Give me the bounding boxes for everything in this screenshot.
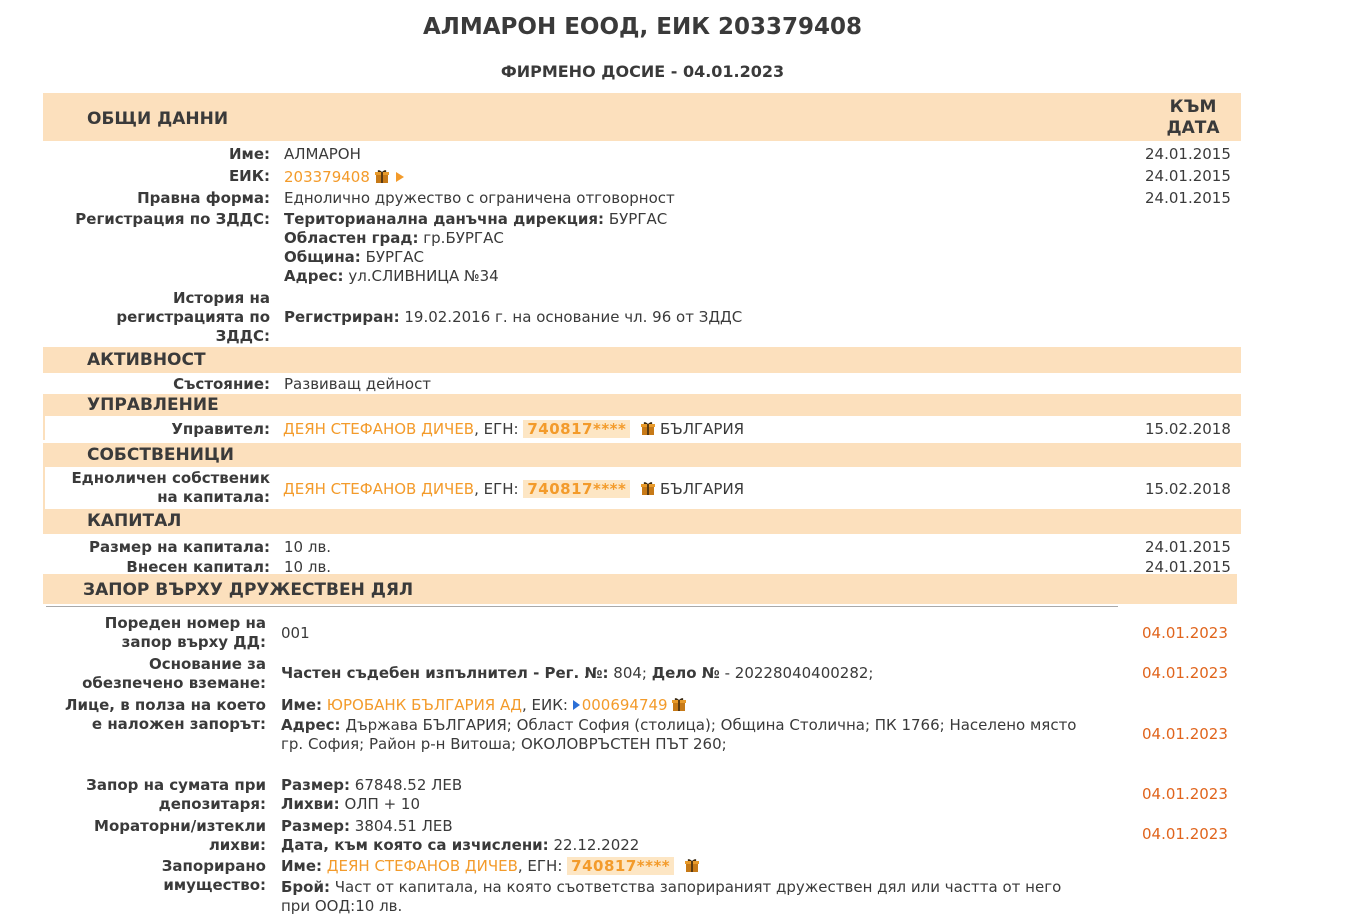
section-divider — [46, 606, 1118, 607]
play-blue-icon[interactable] — [573, 700, 580, 710]
seizure-deposit-interest-value: ОЛП + 10 — [344, 795, 420, 813]
seizure-person-name-label: Име: — [281, 696, 322, 714]
seizure-property-count-row — [281, 878, 1061, 897]
capital-size-date: 24.01.2015 — [1145, 538, 1231, 556]
capital-paid-value: 10 лв. — [284, 558, 332, 574]
vat-address-label: Адрес: — [284, 267, 344, 285]
vat-municipality-label: Община: — [284, 248, 361, 266]
seizure-moratory-size-value: 3804.51 ЛЕВ — [354, 817, 453, 835]
vat-municipality-value: БУРГАС — [365, 248, 424, 266]
capital-paid-label: Внесен капитал: — [126, 558, 270, 574]
vat-history-label-2: регистрацията по — [116, 308, 270, 326]
vat-city-value: гр.БУРГАС — [423, 229, 504, 247]
seizure-property-name-link[interactable]: ДЕЯН СТЕФАНОВ ДИЧЕВ — [326, 857, 518, 875]
name-value: АЛМАРОН — [284, 145, 361, 163]
gift-icon[interactable] — [375, 169, 389, 189]
seizure-number-label-1: Пореден номер на — [104, 614, 266, 632]
owner-country: БЪЛГАРИЯ — [659, 480, 745, 498]
manager-egn-value: 740817**** — [523, 420, 630, 438]
eik-label: ЕИК: — [228, 167, 270, 185]
seizure-basis-label-2: обезпечено вземане: — [82, 674, 266, 692]
seizure-property-name-label: Име: — [281, 857, 322, 875]
section-seizure-header — [43, 574, 1237, 604]
seizure-basis-case: - 20228040400282; — [724, 664, 874, 682]
seizure-basis-date: 04.01.2023 — [1142, 664, 1228, 682]
vat-address-value: ул.СЛИВНИЦА №34 — [348, 267, 499, 285]
capital-paid-date: 24.01.2015 — [1145, 558, 1231, 574]
seizure-basis-case-label: Дело № — [651, 664, 720, 682]
capital-size-value: 10 лв. — [284, 538, 332, 556]
name-date: 24.01.2015 — [1145, 145, 1231, 163]
eik-date: 24.01.2015 — [1145, 167, 1231, 185]
owner-date: 15.02.2018 — [1145, 480, 1231, 498]
seizure-moratory-calc-value: 22.12.2022 — [553, 836, 640, 854]
seizure-deposit-size-label: Размер: — [281, 776, 351, 794]
vat-history-reg-value: 19.02.2016 г. на основание чл. 96 от ЗДДС — [404, 308, 743, 326]
vat-history-row — [284, 308, 742, 327]
seizure-person-address-line-2: гр. София; Район р-н Витоша; ОКОЛОВРЪСТЕН ПЪТ 260; — [281, 735, 727, 753]
page-subtitle: ФИРМЕНО ДОСИЕ - 04.01.2023 — [500, 62, 785, 81]
legal-form-value: Еднолично дружество с ограничена отговорност — [284, 189, 675, 207]
seizure-moratory-calc-label: Дата, към която са изчислени: — [281, 836, 549, 854]
seizure-property-label-1: Запорирано — [161, 857, 266, 875]
state-label: Състояние: — [173, 375, 270, 393]
seizure-number-label-2: запор върху ДД: — [121, 633, 266, 651]
seizure-basis-row — [281, 664, 873, 683]
seizure-number-value: 001 — [281, 624, 310, 642]
section-management-header — [43, 394, 1241, 416]
vat-history-reg-label: Регистриран: — [284, 308, 400, 326]
seizure-moratory-label-2: лихви: — [208, 836, 266, 854]
seizure-moratory-label-1: Мораторни/изтекли — [94, 817, 266, 835]
owner-egn-label: , ЕГН: — [474, 480, 519, 498]
vat-city-label: Областен град: — [284, 229, 419, 247]
section-activity-header — [43, 347, 1241, 373]
arrow-right-icon[interactable] — [396, 172, 404, 182]
seizure-person-date: 04.01.2023 — [1142, 725, 1228, 743]
seizure-person-eik-link[interactable]: 000694749 — [581, 696, 668, 714]
owner-egn-value: 740817**** — [523, 480, 630, 498]
seizure-person-label-2: е наложен запорът: — [91, 715, 266, 733]
page-title: АЛМАРОН ЕООД, ЕИК 203379408 — [422, 14, 863, 40]
manager-label: Управител: — [171, 420, 270, 438]
section-seizure-title: ЗАПОР ВЪРХУ ДРУЖЕСТВЕН ДЯЛ — [83, 580, 414, 600]
vat-label: Регистрация по ЗДДС: — [75, 210, 270, 228]
owner-label-2: на капитала: — [157, 488, 270, 506]
seizure-property-egn-label: , ЕГН: — [517, 857, 563, 875]
gift-icon[interactable] — [672, 697, 686, 717]
seizure-person-address-line-1: Държава БЪЛГАРИЯ; Област София (столица); Община Столична; ПК 1766; Населено място — [345, 716, 1077, 734]
section-activity-title: АКТИВНОСТ — [87, 350, 206, 370]
seizure-deposit-interest-row — [281, 795, 420, 814]
seizure-deposit-size-row — [281, 776, 462, 795]
section-capital-header — [43, 509, 1241, 534]
name-label: Име: — [229, 145, 270, 163]
vat-tdd-value: БУРГАС — [608, 210, 668, 228]
seizure-property-name-row — [281, 857, 699, 878]
gift-icon[interactable] — [641, 481, 655, 501]
seizure-deposit-size-value: 67848.52 ЛЕВ — [354, 776, 463, 794]
section-management-title: УПРАВЛЕНИЕ — [87, 395, 219, 415]
vat-history-label-1: История на — [172, 289, 270, 307]
vat-city-row — [284, 229, 504, 248]
seizure-deposit-date: 04.01.2023 — [1142, 785, 1228, 803]
section-owners-title: СОБСТВЕНИЦИ — [87, 445, 234, 465]
seizure-person-address-label: Адрес: — [281, 716, 341, 734]
state-value: Развиващ дейност — [284, 375, 432, 393]
vat-tdd-row — [284, 210, 667, 229]
section-capital-title: КАПИТАЛ — [87, 511, 182, 531]
manager-egn-label: , ЕГН: — [474, 420, 519, 438]
section-general-header — [43, 93, 1241, 141]
gift-icon[interactable] — [641, 421, 655, 441]
manager-date: 15.02.2018 — [1145, 420, 1231, 438]
vat-address-row — [284, 267, 499, 286]
section-owners-header — [43, 443, 1241, 467]
seizure-property-egn-value: 740817**** — [567, 857, 674, 875]
seizure-person-name-row — [281, 696, 686, 717]
vat-tdd-label: Територианална данъчна дирекция: — [284, 210, 605, 228]
seizure-basis-bailiff-label: Частен съдебен изпълнител - Рег. №: — [281, 664, 609, 682]
seizure-moratory-date: 04.01.2023 — [1142, 825, 1228, 843]
seizure-moratory-size-row — [281, 817, 453, 836]
section-general-title: ОБЩИ ДАННИ — [87, 109, 229, 129]
seizure-moratory-size-label: Размер: — [281, 817, 351, 835]
seizure-deposit-label-2: депозитаря: — [158, 795, 266, 813]
seizure-deposit-label-1: Запор на сумата при — [86, 776, 266, 794]
eik-row — [284, 168, 404, 189]
seizure-property-count-line-1: Част от капитала, на която съответства запорираният дружествен дял или частта от него — [334, 878, 1062, 896]
seizure-property-count-label: Брой: — [281, 878, 330, 896]
legal-form-date: 24.01.2015 — [1145, 189, 1231, 207]
owner-name-link[interactable]: ДЕЯН СТЕФАНОВ ДИЧЕВ — [283, 480, 475, 498]
manager-name-link[interactable]: ДЕЯН СТЕФАНОВ ДИЧЕВ — [283, 420, 475, 438]
seizure-person-name-link[interactable]: ЮРОБАНК БЪЛГАРИЯ АД — [326, 696, 522, 714]
seizure-property-count-line-2: при ООД:10 лв. — [281, 897, 403, 915]
seizure-property-label-2: имущество: — [163, 876, 266, 894]
owner-row — [283, 480, 744, 501]
date-column-header: КЪМ ДАТА — [1166, 97, 1220, 138]
manager-country: БЪЛГАРИЯ — [659, 420, 745, 438]
capital-paid-row — [43, 557, 1241, 574]
manager-row — [283, 420, 744, 441]
seizure-basis-reg: 804; — [613, 664, 647, 682]
seizure-basis-label-1: Основание за — [148, 655, 266, 673]
legal-form-label: Правна форма: — [137, 189, 270, 207]
vat-history-label-3: ЗДДС: — [215, 327, 270, 345]
vat-municipality-row — [284, 248, 424, 267]
seizure-moratory-calc-row — [281, 836, 639, 855]
seizure-deposit-interest-label: Лихви: — [281, 795, 340, 813]
owner-label-1: Едноличен собственик — [71, 469, 270, 487]
seizure-person-address-row — [281, 716, 1076, 735]
eik-link[interactable]: 203379408 — [284, 168, 370, 186]
seizure-number-date: 04.01.2023 — [1142, 624, 1228, 642]
gift-icon[interactable] — [685, 858, 699, 878]
capital-size-label: Размер на капитала: — [88, 538, 270, 556]
seizure-person-label-1: Лице, в полза на което — [65, 696, 266, 714]
seizure-person-eik-label: , ЕИК: — [521, 696, 568, 714]
